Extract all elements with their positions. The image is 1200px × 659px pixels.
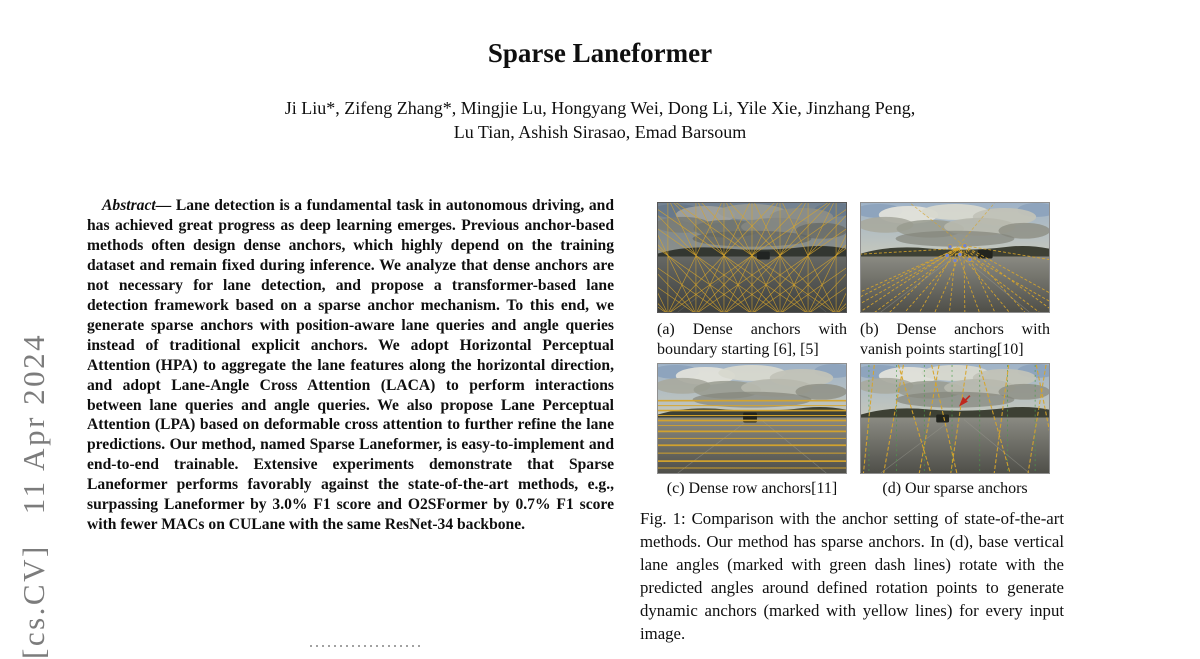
subcaption-d: (d) Our sparse anchors xyxy=(882,480,1028,497)
vanish-point-dot xyxy=(958,252,962,256)
abstract-text: Lane detection is a fundamental task in autonomous driving, and has achieved great progress as deep learning emerges. Previous anchor-based methods often design dense anchors, which highly depend on the training dataset and remain fixed during inference. We analyze that dense anchors are not necessary for lane detection, and propose a transformer-based lane detection framework based on a sparse anchor mechanism. To this end, we generate sparse anchors with position-aware lane queries and angle queries instead of traditional explicit anchors. We adopt Horizontal Perceptual Attention (HPA) to aggregate the lane features along the horizontal direction, and adopt Lane-Angle Cross Attention (LACA) to perform interactions between lane queries and angle queries. We also propose Lane Perceptual Attention (LPA) based on deformable cross attention to further refine the lane predictions. Our method, named Sparse Laneformer, is easy-to-implement and end-to-end trainable. Extensive experiments demonstrate that Sparse Laneformer performs favorably against the state-of-the-art methods, e.g., surpassing Laneformer by 3.0% F1 score and O2SFormer by 0.7% F1 score with fewer MACs on CULane with the same ResNet-34 backbone. xyxy=(87,197,614,534)
subcaption-a: (a) Dense anchors with boundary starting [6], [5] xyxy=(657,321,847,358)
road-scene-svg xyxy=(658,364,846,473)
road-scene-svg xyxy=(861,203,1049,312)
arxiv-date: 11 Apr 2024 xyxy=(16,332,51,515)
clipped-footnote-text xyxy=(310,645,420,647)
road-scene-svg xyxy=(861,364,1049,473)
figure-1-caption: Fig. 1: Comparison with the anchor setting of state-of-the-art methods. Our method has sparse anchors. In (d), base vertical lane angles (marked with green dash lines) rotate with the predicted angles around defined rotation points to generate dynamic anchors (marked with yellow lines) for every input image. xyxy=(640,509,1064,643)
figure-a-image xyxy=(657,202,847,313)
figure-c-image xyxy=(657,363,847,474)
subcaption-c: (c) Dense row anchors[11] xyxy=(666,480,838,497)
figure-1 xyxy=(640,202,1064,645)
vanish-point-dot xyxy=(953,258,957,262)
figure-1-grid xyxy=(657,202,1064,501)
abstract-paragraph xyxy=(87,196,614,535)
arxiv-category: [cs.CV] xyxy=(16,544,51,659)
figure-b-image xyxy=(860,202,1050,313)
author-list xyxy=(90,96,1110,144)
vanish-point-dot xyxy=(968,257,972,261)
subcaption-b: (b) Dense anchors with vanish points starting[10] xyxy=(860,321,1050,358)
vanish-point-dot xyxy=(945,253,949,257)
car xyxy=(936,415,949,423)
abstract-label: Abstract— xyxy=(102,197,176,214)
figure-d-image xyxy=(860,363,1050,474)
road-scene-svg xyxy=(658,203,846,312)
vanish-point-dot xyxy=(963,244,967,248)
authors-line-2: Lu Tian, Ashish Sirasao, Emad Barsoum xyxy=(453,122,747,142)
arxiv-stamp xyxy=(16,333,52,659)
car xyxy=(978,250,993,259)
authors-line-1: Ji Liu*, Zifeng Zhang*, Mingjie Lu, Hongyang Wei, Dong Li, Yile Xie, Jinzhang Peng, xyxy=(284,98,916,118)
paper-title: Sparse Laneformer xyxy=(487,38,713,68)
vanish-point-dot xyxy=(948,245,952,249)
